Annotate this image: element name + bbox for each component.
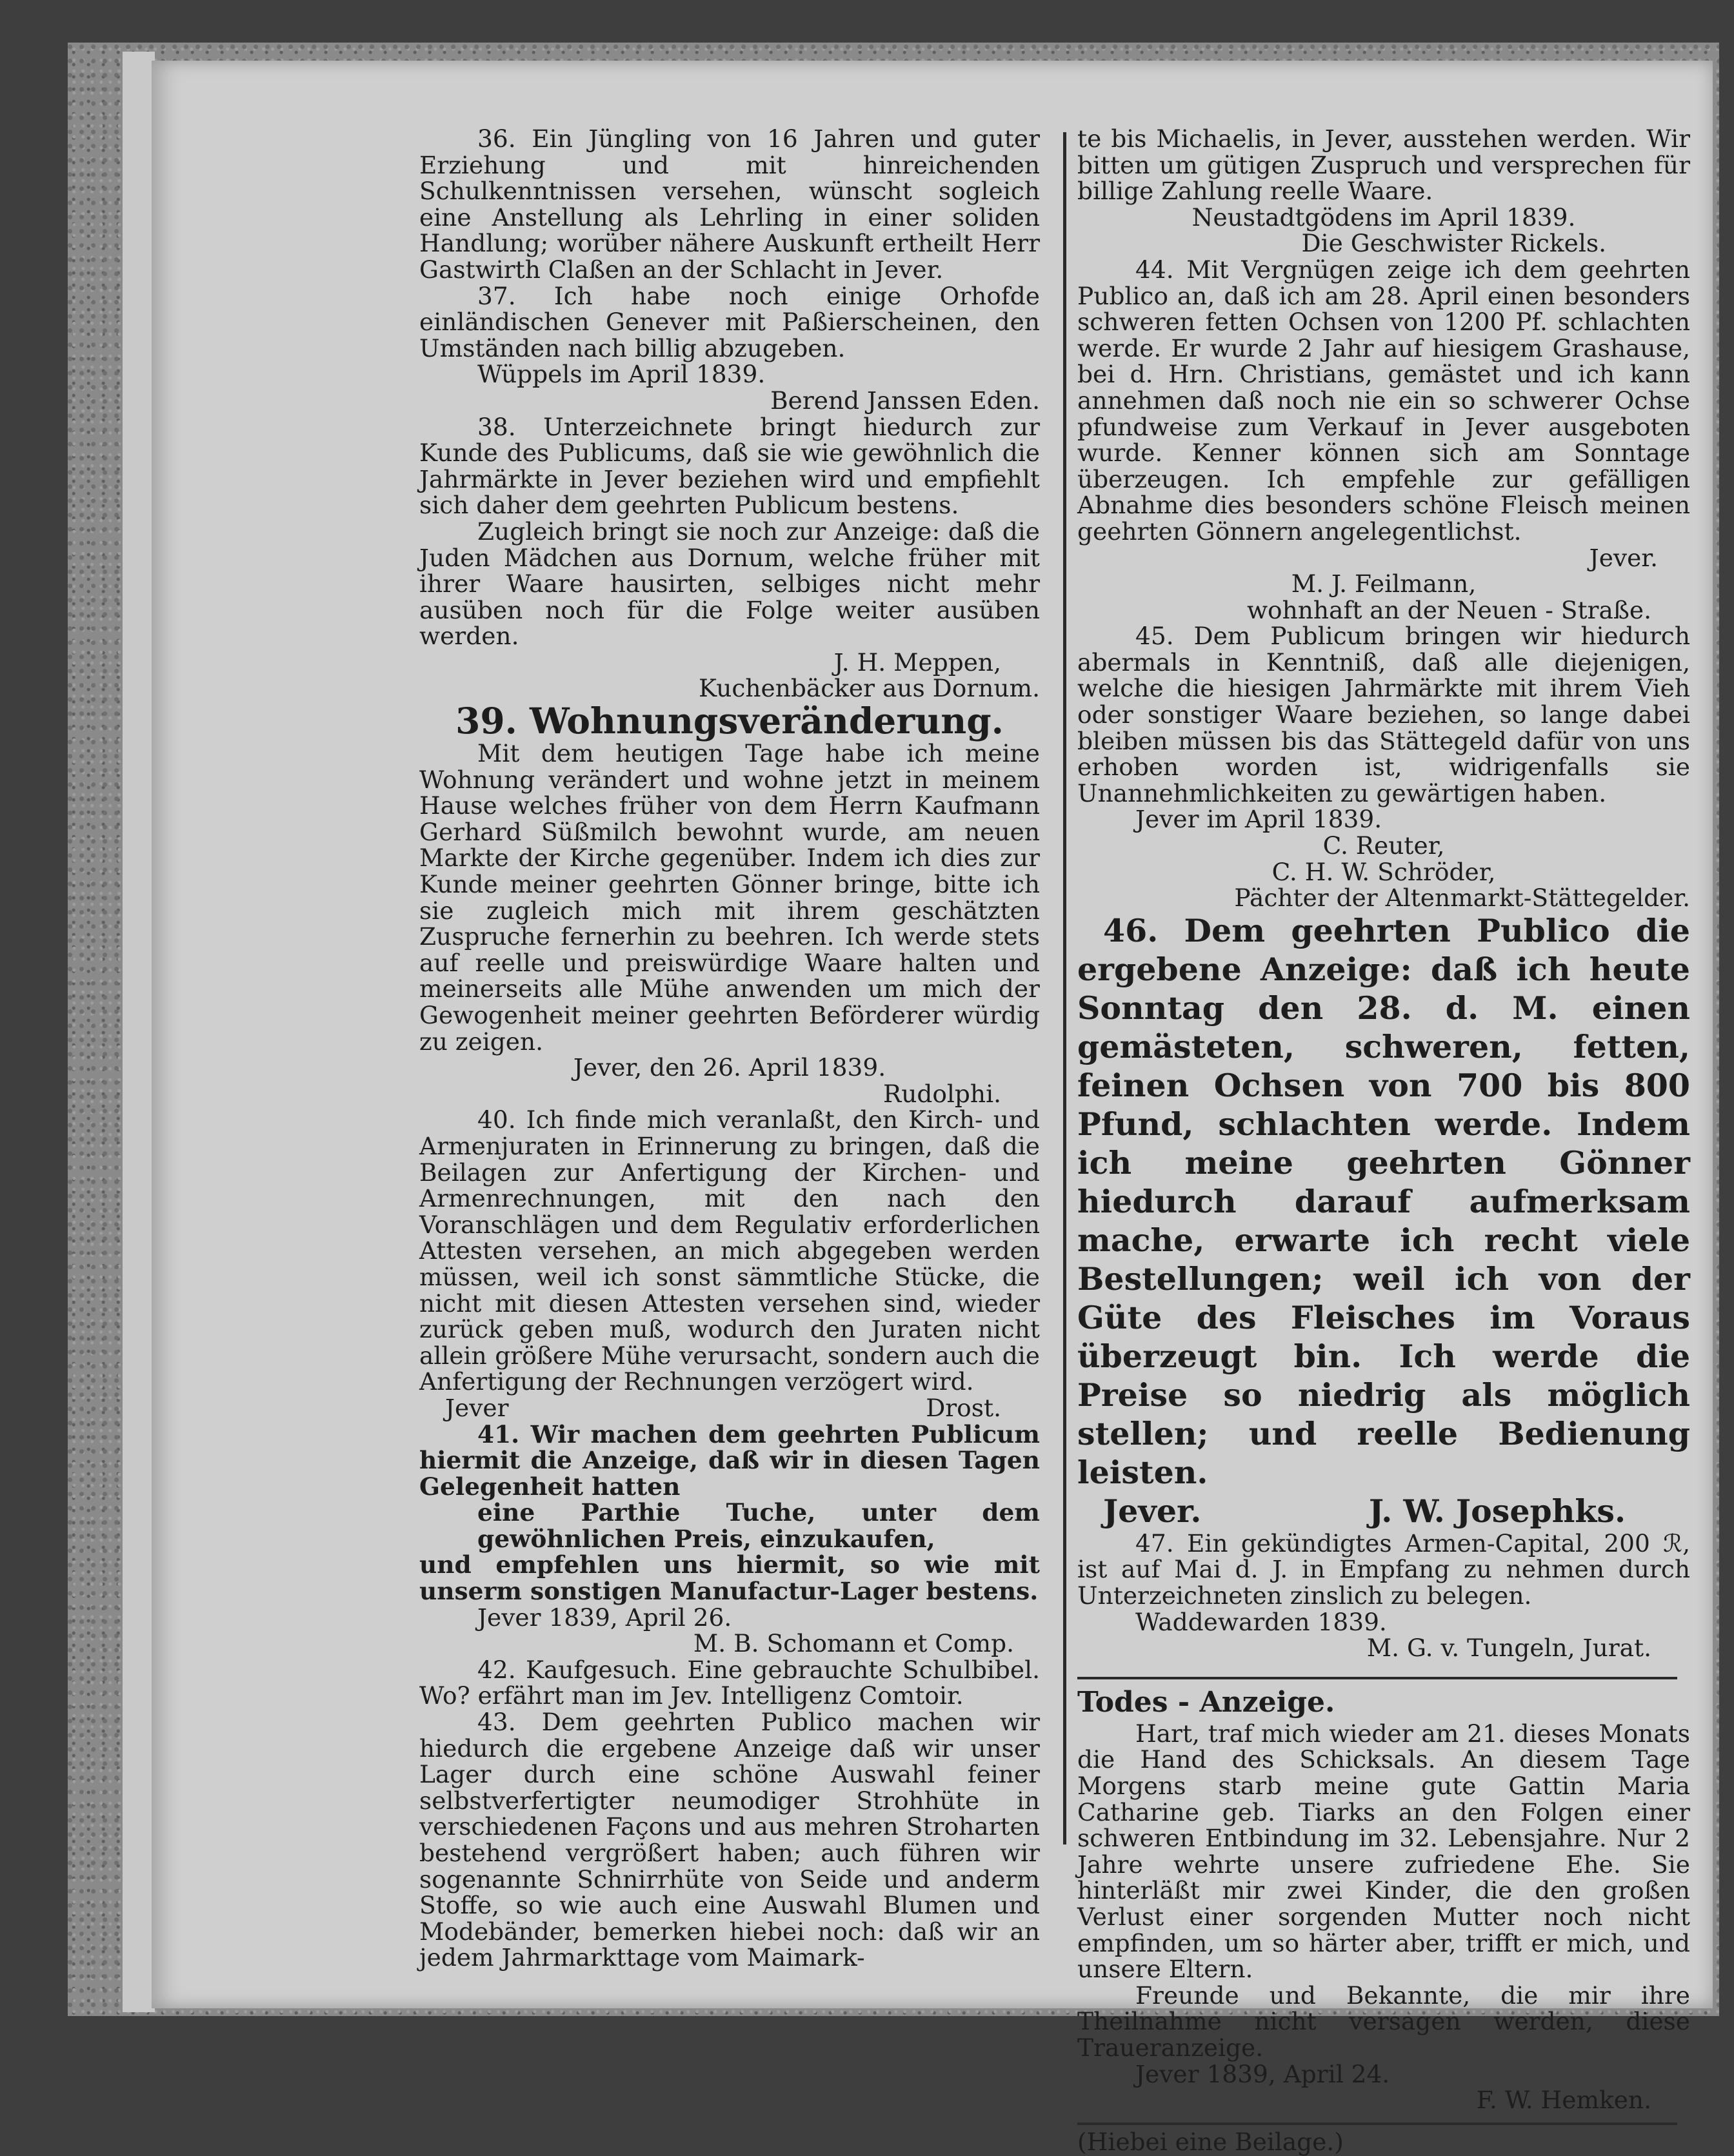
ad-39-place: Jever, den 26. April 1839. [573, 1053, 886, 1082]
section-rule-top [1077, 1677, 1677, 1679]
death-notice-heading: Todes - Anzeige. [1077, 1685, 1335, 1719]
ad-40-footer [419, 1395, 1040, 1421]
ad-43-signature: Die Geschwister Rickels. [1301, 229, 1606, 258]
ad-47: 47. Ein gekündigtes Armen-Capital, 200 ℛ, ist auf Mai d. J. in Empfang zu nehmen durch Unterzeichneten zinslich zu belegen. [1077, 1528, 1690, 1610]
ad-36: 36. Ein Jüngling von 16 Jahren und guter Erziehung und mit hinreichenden Schulkenntnissen versehen, wünscht sogleich eine Anstellung als Lehrling in einer soliden Handlung; worüber nähere Auskunft ertheilt Herr Gastwirth Claßen an der Schlacht in Jever. [419, 124, 1040, 284]
ad-44: 44. Mit Vergnügen zeige ich dem geehrten Publico an, daß ich am 28. April einen besonders schweren fetten Ochsen von 1200 Pf. schlachten werde. Er wurde 2 Jahr auf hiesigem Grashause, bei d. Hrn. Christians, gemästet und ich kann annehmen daß noch nie ein so schwerer Ochse pfundweise zum Verkauf in Jever ausgeboten wurde. Kenner können sich am Sonntage überzeugen. Ich empfehle zur gefälligen Abnahme dies besonders schöne Fleisch meinen geehrten Gönnern angelegentlichst. [1077, 255, 1690, 546]
ad-37: 37. Ich habe noch einige Orhofde einländischen Genever mit Paßierscheinen, den Umständen nach billig abzugeben. [419, 281, 1040, 362]
ad-38-b: Zugleich bringt sie noch zur Anzeige: daß die Juden Mädchen aus Dornum, welche früher mit ihrer Waare hausirten, selbiges nicht mehr ausüben noch für die Folge weiter ausüben werden. [419, 517, 1040, 651]
ad-37-signature: Berend Janssen Eden. [770, 386, 1040, 415]
ad-45: 45. Dem Publicum bringen wir hiedurch abermals in Kenntniß, daß alle diejenigen, welche die hiesigen Jahrmärkte mit ihrem Vieh oder sonstiger Waare beziehen, so lange dabei bleiben müssen bis das Stättegeld dafür von uns erhoben worden ist, widrigenfalls sie Unannehmlichkeiten zu gewärtigen haben. [1077, 622, 1690, 807]
supplement-note: (Hiebei eine Beilage.) [1077, 2127, 1344, 2156]
ad-38-signature-title: Kuchenbäcker aus Dornum. [699, 674, 1040, 703]
death-notice-place: Jever 1839, April 24. [1135, 2059, 1390, 2088]
ad-46: 46. Dem geehrten Publico die ergebene Anzeige: daß ich heute Sonntag den 28. d. M. einen gemästeten, schweren, fetten, feinen Ochsen von 700 bis 800 Pfund, schlachten werde. Indem ich meine geehrten Gönner hiedurch darauf aufmerksam mache, erwarte ich recht viele Bestellungen; weil ich von der Güte des Fleisches im Voraus überzeugt bin. Ich werde die Preise so niedrig als möglich stellen; und reelle Bedienung leisten. [1077, 911, 1690, 1491]
ad-41: 41. Wir machen dem geehrten Publicum hiermit die Anzeige, daß wir in diesen Tagen Gelegenheit hatten [419, 1419, 1040, 1501]
ad-43: 43. Dem geehrten Publico machen wir hiedurch die ergebene Anzeige daß wir unser Lager durch eine schöne Auswahl feiner selbstverfertigter neumodiger Strohhüte in verschiedenen Façons und aus mehren Stroharten bestehend vergrößert haben; auch führen wir sogenannte Schnirrhüte von Seide und anderm Stoffe, so wie auch eine Auswahl Blumen und Modebänder, bemerken hiebei noch: daß wir an jedem Jahrmarkttage vom Maimark- [419, 1708, 1040, 1972]
ad-44-signature: M. J. Feilmann, [1291, 569, 1477, 598]
ad-45-place: Jever im April 1839. [1135, 805, 1382, 834]
ad-40-place: Jever [445, 1393, 509, 1422]
ad-41-closing: und empfehlen uns hiermit, so wie mit unserm sonstigen Manufactur-Lager bestens. [419, 1550, 1040, 1606]
ad-46-footer [1077, 1492, 1690, 1530]
right-column [1077, 126, 1690, 2155]
ad-37-place: Wüppels im April 1839. [477, 360, 766, 389]
ad-43-place: Neustadtgödens im April 1839. [1191, 203, 1576, 232]
ad-45-signature-2: C. H. W. Schröder, [1271, 857, 1496, 886]
ad-39-signature: Rudolphi. [882, 1079, 1001, 1108]
ad-44-place: Jever. [1589, 543, 1658, 572]
left-column [419, 126, 1040, 1971]
ad-46-place: Jever. [1103, 1492, 1202, 1530]
ad-40-signature: Drost. [926, 1393, 1001, 1422]
ad-47-place: Waddewarden 1839. [1135, 1607, 1387, 1636]
ad-38: 38. Unterzeichnete bringt hiedurch zur Kunde des Publicums, daß sie wie gewöhnlich die Jahrmärkte in Jever beziehen wird und empfiehlt sich daher dem geehrten Publicum bestens. [419, 412, 1040, 520]
ad-40: 40. Ich finde mich veranlaßt, den Kirch- und Armenjuraten in Erinnerung zu bringen, daß die Beilagen zur Anfertigung der Kirchen- und Armenrechnungen, mit den nach den Voranschlägen und dem Regulativ erforderlichen Attesten versehen, an mich abgegeben werden müssen, weil ich sonst sämmtliche Stücke, die nicht mit diesen Attesten versehen sind, wieder zurück geben muß, wodurch den Juraten nicht allein größere Mühe verursacht, sondern auch die Anfertigung der Rechnungen verzögert wird. [419, 1105, 1040, 1396]
death-notice-signature: F. W. Hemken. [1476, 2086, 1651, 2115]
death-notice-text-2: Freunde und Bekannte, die mir ihre Theilnahme nicht versagen werden, diese Traueranzeige. [1077, 1981, 1690, 2062]
ad-41-place: Jever 1839, April 26. [477, 1603, 732, 1632]
book-spine [123, 52, 155, 2012]
ad-46-block [1077, 911, 1690, 1530]
ad-44-address: wohnhaft an der Neuen - Straße. [1246, 595, 1651, 624]
ad-46-signature: J. W. Josephks. [1368, 1492, 1626, 1530]
death-notice-text: Hart, traf mich wieder am 21. dieses Monats die Hand des Schicksals. An diesem Tage Morgens starb meine gute Gattin Maria Catharine geb. Tiarks an den Folgen einer schweren Entbindung im 32. Lebensjahre. Nur 2 Jahre wehrte unsere zufriedene Ehe. Sie hinterläßt mir zwei Kinder, die den großen Verlust einer sorgenden Mutter noch nicht empfinden, um so härter aber, trifft er mich, und unsere Eltern. [1077, 1719, 1690, 1984]
ad-43-continued: te bis Michaelis, in Jever, ausstehen werden. Wir bitten um gütigen Zuspruch und versprechen für billige Zahlung reelle Waare. [1077, 124, 1690, 206]
section-rule-bottom [1077, 2122, 1677, 2125]
ad-39: Mit dem heutigen Tage habe ich meine Wohnung verändert und wohne jetzt in meinem Hause welches früher von dem Herrn Kaufmann Gerhard Süßmilch bewohnt wurde, am neuen Markte der Kirche gegenüber. Indem ich dies zur Kunde meiner geehrten Gönner bringe, bitte ich sie zugleich mich mit ihrem geschätzten Zuspruche fernerhin zu beehren. Ich werde stets auf reelle und preiswürdige Waare halten und meinerseits alle Mühe anwenden um mich der Gewogenheit meiner geehrten Beförderer würdig zu zeigen. [419, 739, 1040, 1056]
column-divider [1063, 132, 1066, 1844]
ad-45-signature-1: C. Reuter, [1322, 831, 1445, 860]
ad-38-signature: J. H. Meppen, [833, 648, 1001, 677]
ad-42: 42. Kaufgesuch. Eine gebrauchte Schulbibel. Wo? erfährt man im Jev. Intelligenz Comtoir. [419, 1655, 1040, 1710]
ad-41-offer: eine Parthie Tuche, unter dem gewöhnlichen Preis, einzukaufen, [477, 1498, 1040, 1553]
ad-45-signature-title: Pächter der Altenmarkt-Stättegelder. [1234, 884, 1690, 913]
ad-47-signature: M. G. v. Tungeln, Jurat. [1366, 1634, 1651, 1663]
ad-41-signature: M. B. Schomann et Comp. [693, 1629, 1014, 1658]
ad-39-heading: 39. Wohnungsveränderung. [455, 700, 1004, 742]
